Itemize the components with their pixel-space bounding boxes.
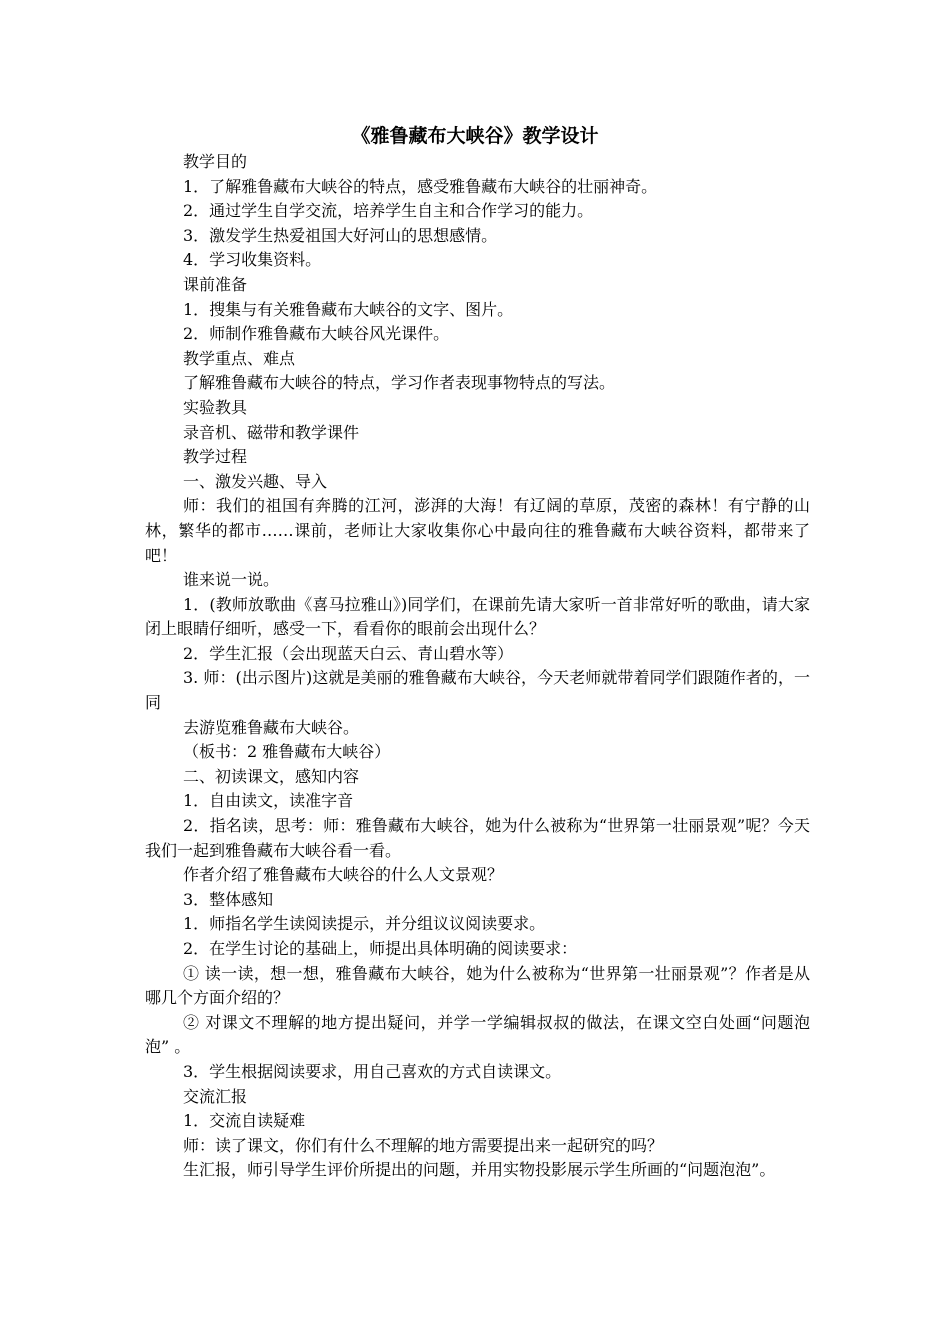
paragraph: 4．学习收集资料。	[183, 250, 322, 270]
paragraph: 师：我们的祖国有奔腾的江河，澎湃的大海！有辽阔的草原，茂密的森林！有宁静的山林，繁华的都市……课前，老师让大家收集你心中最向往的雅鲁藏布大峡谷资料，都带来了吧！	[145, 496, 810, 565]
paragraph: 谁来说一说。	[183, 570, 280, 590]
paragraph: 1．交流自读疑难	[183, 1111, 306, 1131]
paragraph: 作者介绍了雅鲁藏布大峡谷的什么人文景观？	[183, 865, 504, 885]
paragraph: 教学目的	[183, 152, 248, 171]
paragraph: 1．师指名学生读阅读提示，并分组议议阅读要求。	[183, 914, 546, 934]
paragraph: 3. 师：(出示图片)这就是美丽的雅鲁藏布大峡谷，今天老师就带着同学们跟随作者的，一同	[145, 668, 810, 713]
paragraph: 1．(教师放歌曲《喜马拉雅山》)同学们，在课前先请大家听一首非常好听的歌曲，请大家闭上眼睛仔细听，感受一下，看看你的眼前会出现什么？	[145, 594, 810, 639]
document-title: 《雅鲁藏布大峡谷》教学设计	[351, 125, 599, 147]
paragraph: 1．搜集与有关雅鲁藏布大峡谷的文字、图片。	[183, 299, 514, 319]
paragraph: 2．学生汇报（会出现蓝天白云、青山碧水等）	[183, 643, 514, 663]
paragraph: 3．激发学生热爱祖国大好河山的思想感情。	[183, 225, 498, 245]
paragraph: 1．自由读文，读准字音	[183, 791, 354, 811]
paragraph: 2．指名读，思考：师：雅鲁藏布大峡谷，她为什么被称为“世界第一壮丽景观”呢？今天我们一起到雅鲁藏布大峡谷看一看。	[145, 816, 810, 860]
paragraph: 3．学生根据阅读要求，用自己喜欢的方式自读课文。	[183, 1061, 562, 1081]
paragraph: 课前准备	[183, 274, 248, 294]
paragraph: ① 读一读，想一想，雅鲁藏布大峡谷，她为什么被称为“世界第一壮丽景观”？作者是从哪几个方面介绍的？	[145, 963, 810, 1008]
paragraph: 师：读了课文，你们有什么不理解的地方需要提出来一起研究的吗？	[183, 1135, 664, 1155]
paragraph: 实验教具	[183, 397, 248, 417]
paragraph: 教学过程	[183, 447, 248, 467]
paragraph: 2．通过学生自学交流，培养学生自主和合作学习的能力。	[183, 201, 594, 221]
paragraph: 交流汇报	[183, 1086, 248, 1106]
paragraph: 录音机、磁带和教学课件	[183, 422, 360, 442]
document-body	[145, 150, 810, 1183]
paragraph: （板书：2 雅鲁藏布大峡谷）	[183, 742, 391, 762]
paragraph: 了解雅鲁藏布大峡谷的特点，学习作者表现事物特点的写法。	[183, 373, 616, 393]
paragraph: 教学重点、难点	[183, 348, 296, 368]
paragraph: 去游览雅鲁藏布大峡谷。	[183, 717, 360, 737]
paragraph: 一、激发兴趣、导入	[183, 471, 328, 491]
paragraph: 3．整体感知	[183, 889, 274, 909]
paragraph: ② 对课文不理解的地方提出疑问，并学一学编辑叔叔的做法，在课文空白处画“问题泡泡” 。	[145, 1012, 810, 1057]
paragraph: 2．师制作雅鲁藏布大峡谷风光课件。	[183, 324, 450, 344]
paragraph: 生汇报，师引导学生评价所提出的问题，并用实物投影展示学生所画的“问题泡泡”。	[183, 1160, 776, 1180]
paragraph: 2．在学生讨论的基础上，师提出具体明确的阅读要求：	[183, 939, 578, 958]
paragraph: 1．了解雅鲁藏布大峡谷的特点，感受雅鲁藏布大峡谷的壮丽神奇。	[183, 176, 658, 196]
paragraph: 二、初读课文，感知内容	[183, 766, 360, 786]
